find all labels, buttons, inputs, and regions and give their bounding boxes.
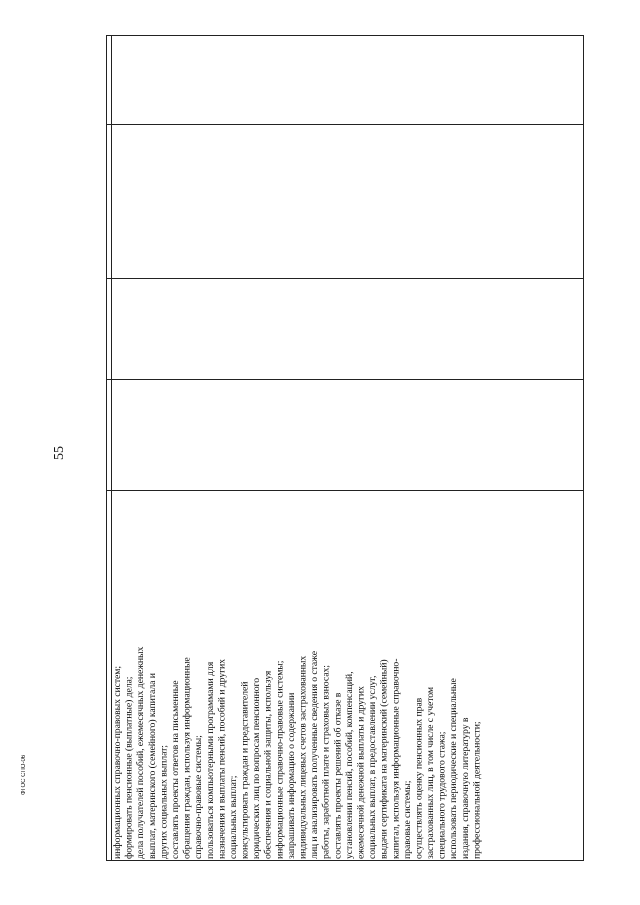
skills-cell-text <box>112 491 552 859</box>
text-line: дела получателей пособий, ежемесячных денежных <box>135 646 147 859</box>
text-line: информационных справочно-правовых систем; <box>112 665 123 859</box>
text-line: использовать периодические и специальные <box>448 678 460 859</box>
text-line: составлять проекты ответов на письменные <box>169 680 181 859</box>
table-row-divider <box>107 124 583 125</box>
text-line: пользоваться компьютерными программами для <box>204 661 216 859</box>
table-row-divider <box>107 278 583 279</box>
text-line: запрашивать информацию о содержании <box>285 692 297 859</box>
text-line: установлении пенсий, пособий, компенсаций, <box>343 671 355 859</box>
text-line: информационные справочно-правовые системы; <box>274 660 286 859</box>
text-line: социальных выплат; <box>227 775 239 859</box>
text-line: издания, справочную литературу в <box>459 717 471 859</box>
text-line: капитал, используя информационные справочно- <box>390 658 402 859</box>
text-line: застрахованных лиц, в том числе с учетом <box>425 687 437 859</box>
table-row-divider <box>107 379 583 380</box>
text-line: выплат, материнского (семейного) капитала и <box>146 673 158 859</box>
text-line: обращения граждан, используя информационные <box>181 657 193 859</box>
text-line: специального трудового стажа; <box>436 731 448 859</box>
text-line: профессиональной деятельности; <box>471 721 483 859</box>
text-line: ежемесячной денежной выплаты и других <box>355 686 367 859</box>
text-line: индивидуальных лицевых счетов застрахованных <box>297 655 309 859</box>
text-line: других социальных выплат; <box>158 745 170 859</box>
text-line: составлять проекты решений об отказе в <box>332 692 344 859</box>
text-line: работы, заработной плате и страховых взносах; <box>320 665 332 859</box>
text-line: обеспечения и социальной защиты, используя <box>262 670 274 859</box>
text-line: правовые системы; <box>401 780 413 859</box>
text-line: назначения и выплаты пенсий, пособий и других <box>216 659 228 859</box>
page-number: 55 <box>52 446 67 460</box>
footer-code: ФГОС СПО-06 <box>21 754 27 796</box>
text-line: юридических лиц по вопросам пенсионного <box>251 677 263 859</box>
text-line: консультировать граждан и представителей <box>239 681 251 859</box>
text-line: осуществлять оценку пенсионных прав <box>413 697 425 859</box>
text-line: формировать пенсионные (выплатные) дела; <box>123 676 135 859</box>
text-line: социальных выплат, в предоставлении услуг, <box>367 675 379 859</box>
text-line: лиц и анализировать полученные сведения о стаже <box>309 651 321 859</box>
competency-table <box>106 35 584 861</box>
text-line: выдачи сертификата на материнский (семейный) <box>378 659 390 859</box>
text-line: справочно-правовые системы; <box>193 735 205 859</box>
